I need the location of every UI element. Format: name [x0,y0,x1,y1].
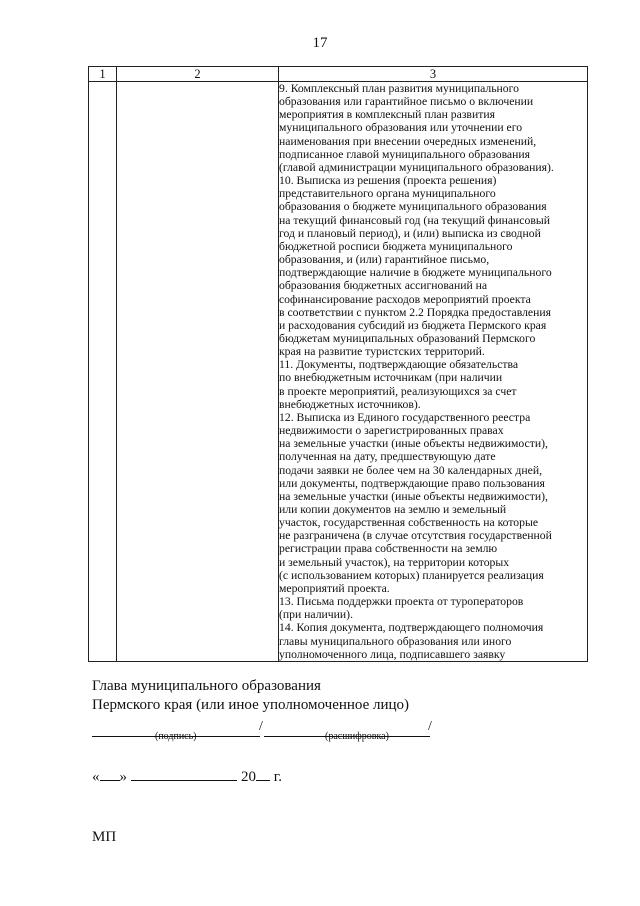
date-close-quote: » [119,769,127,785]
table-cell-col2 [117,82,279,662]
text-line: на земельные участки (иные объекты недвижимости), [279,437,548,451]
text-line: и земельный участок), на территории которых [279,555,510,569]
text-line: 10. Выписка из решения (проекта решения) [279,174,497,188]
text-line: (при наличии). [279,608,354,622]
text-line: внебюджетных источников). [279,397,421,411]
text-line: софинансирование расходов мероприятий проекта [279,292,531,306]
text-line: на текущий финансовый год (на текущий финансовый [279,213,550,227]
column-header-1: 1 [89,67,117,82]
text-line: полученная на дату, предшествующую дате [279,450,496,464]
text-line: не разграничена (в случае отсутствия государственной [279,529,552,543]
text-line: год и плановый период), и (или) выписка из сводной [279,226,541,240]
text-line: образования или гарантийное письмо о включении [279,95,534,109]
text-line: подтверждающие наличие в бюджете муниципального [279,266,552,280]
text-line: (с использованием которых) планируется реализация [279,568,544,582]
text-line: и расходования субсидий из бюджета Пермского края [279,318,547,332]
decoding-caption: (расшифровка) [325,731,389,742]
text-line: образования, и (или) гарантийное письмо, [279,253,490,267]
text-line: подачи заявки не более чем на 30 календарных дней, [279,463,543,477]
text-line: 13. Письма поддержки проекта от туроператоров [279,595,524,609]
signatory-title-line-1: Глава муниципального образования [92,678,321,694]
text-line: в проекте мероприятий, реализующихся за счет [279,384,517,398]
text-line: мероприятия в комплексный план развития [279,108,495,122]
table-cell-col1 [89,82,117,662]
text-line: (главой администрации муниципального образования). [279,160,554,174]
text-line: 14. Копия документа, подтверждающего полномочия [279,621,544,635]
column-header-2: 2 [117,67,279,82]
text-line: регистрации права собственности на землю [279,542,498,556]
stamp-place-label: МП [92,829,117,845]
text-line: уполномоченного лица, подписавшего заявку [279,647,506,661]
text-line: образования бюджетных ассигнований на [279,279,488,293]
text-line: на земельные участки (иные объекты недвижимости), [279,489,548,503]
text-line: образования о бюджете муниципального образования [279,200,547,214]
text-line: главы муниципального образования или иного [279,634,512,648]
text-line: в соответствии с пунктом 2.2 Порядка предоставления [279,305,551,319]
day-blank [100,765,120,781]
year-suffix: г. [273,769,282,785]
date-row [92,765,282,786]
text-line: 9. Комплексный план развития муниципального [279,82,519,95]
signature-caption: (подпись) [155,731,197,742]
year-prefix: 20 [241,769,256,785]
text-line: по внебюджетным источникам (при наличии [279,371,503,385]
text-line: муниципального образования или уточнении его [279,121,523,135]
separator-slash: / [259,719,263,734]
table-cell-col3 [279,82,588,662]
year-blank [256,765,270,781]
month-blank [131,765,237,781]
date-open-quote: « [92,769,100,785]
text-line: или копии документов на землю и земельный [279,503,507,516]
text-line: бюджетам муниципальных образований Пермского [279,331,536,345]
text-line: участок, государственная собственность на которые [279,516,539,530]
text-line: наименования при внесении очередных изменений, [279,134,537,148]
text-line: 12. Выписка из Единого государственного реестра [279,410,531,424]
documents-table [88,66,588,662]
text-line: или документы, подтверждающие право пользования [279,476,545,490]
text-line: края на развитие туристских территорий. [279,345,485,359]
signatory-title-line-2: Пермского края (или иное уполномоченное лицо) [92,697,410,713]
text-line: бюджетной росписи бюджета муниципального [279,239,513,253]
text-line: представительного органа муниципального [279,187,496,201]
table-row [89,82,588,662]
page-number: 17 [312,35,328,51]
column-header-3: 3 [279,67,588,82]
text-line: подписанное главой муниципального образования [279,147,531,161]
text-line: мероприятий проекта. [279,581,390,595]
text-line: 11. Документы, подтверждающие обязательства [279,358,519,372]
separator-slash-end: / [428,719,432,734]
table-header-row [89,67,588,82]
text-line: недвижимости о зарегистрированных правах [279,424,504,438]
